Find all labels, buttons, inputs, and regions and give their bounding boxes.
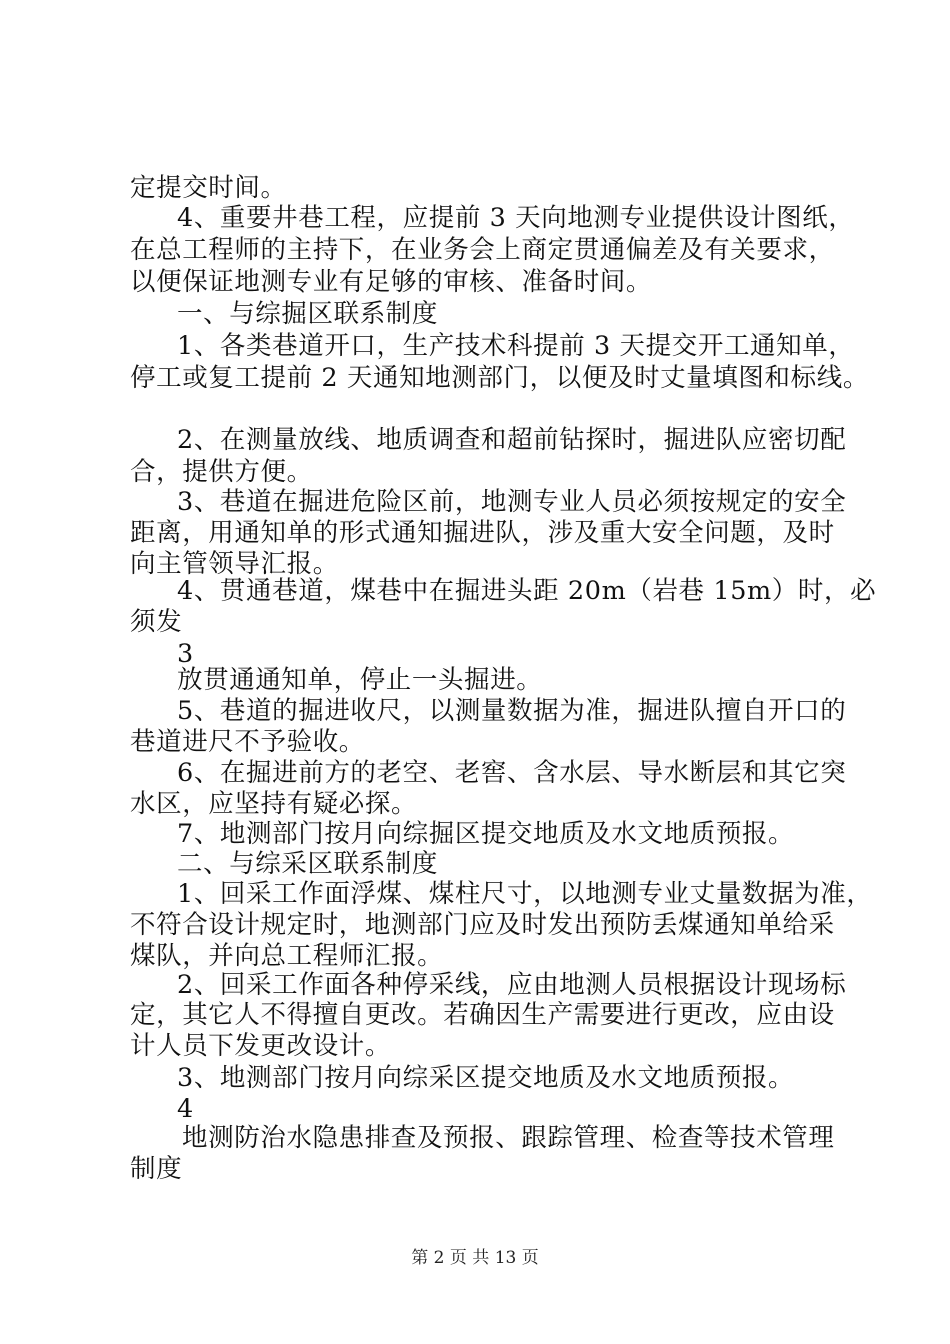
page-footer: 第 2 页 共 13 页 bbox=[411, 1248, 539, 1268]
text-line: 3、地测部门按月向综采区提交地质及水文地质预报。 bbox=[177, 1063, 795, 1093]
text-line: 1、回采工作面浮煤、煤柱尺寸，以地测专业丈量数据为准， bbox=[177, 879, 873, 909]
text-line: 2、回采工作面各种停采线，应由地测人员根据设计现场标 bbox=[177, 970, 847, 1000]
text-line: 6、在掘进前方的老空、老窖、含水层、导水断层和其它突 bbox=[177, 758, 847, 788]
text-line: 巷道进尺不予验收。 bbox=[130, 727, 365, 757]
section-heading: 地测防治水隐患排查及预报、跟踪管理、检查等技术管理 bbox=[182, 1123, 835, 1153]
text-line: 停工或复工提前 2 天通知地测部门，以便及时丈量填图和标线。 bbox=[130, 363, 869, 393]
page-number-marker: 4 bbox=[177, 1094, 194, 1124]
text-line: 定提交时间。 bbox=[130, 173, 287, 203]
text-line: 煤队，并向总工程师汇报。 bbox=[130, 941, 444, 971]
text-line: 不符合设计规定时，地测部门应及时发出预防丢煤通知单给采 bbox=[130, 910, 835, 940]
text-line: 7、地测部门按月向综掘区提交地质及水文地质预报。 bbox=[177, 819, 795, 849]
section-heading: 二、与综采区联系制度 bbox=[177, 849, 439, 879]
text-line: 合，提供方便。 bbox=[130, 457, 313, 487]
text-line: 在总工程师的主持下，在业务会上商定贯通偏差及有关要求， bbox=[130, 235, 835, 265]
text-line: 5、巷道的掘进收尺，以测量数据为准，掘进队擅自开口的 bbox=[177, 696, 847, 726]
text-line: 放贯通通知单，停止一头掘进。 bbox=[177, 665, 543, 695]
text-line: 计人员下发更改设计。 bbox=[130, 1031, 392, 1061]
text-line: 水区，应坚持有疑必探。 bbox=[130, 789, 418, 819]
text-line: 4、重要井巷工程，应提前 3 天向地测专业提供设计图纸， bbox=[177, 203, 855, 233]
text-line: 向主管领导汇报。 bbox=[130, 549, 339, 579]
text-line: 定，其它人不得擅自更改。若确因生产需要进行更改，应由设 bbox=[130, 1000, 835, 1030]
text-line: 距离，用通知单的形式通知掘进队，涉及重大安全问题，及时 bbox=[130, 518, 835, 548]
text-line: 须发 bbox=[130, 607, 183, 637]
text-line: 4、贯通巷道，煤巷中在掘进头距 20m（岩巷 15m）时，必 bbox=[177, 576, 877, 606]
text-line: 以便保证地测专业有足够的审核、准备时间。 bbox=[130, 267, 653, 297]
page-number-marker: 3 bbox=[177, 639, 194, 669]
text-line: 2、在测量放线、地质调查和超前钻探时，掘进队应密切配 bbox=[177, 425, 847, 455]
text-line: 1、各类巷道开口，生产技术科提前 3 天提交开工通知单， bbox=[177, 331, 855, 361]
text-line: 3、巷道在掘进危险区前，地测专业人员必须按规定的安全 bbox=[177, 487, 847, 517]
section-heading: 制度 bbox=[130, 1154, 183, 1184]
section-heading: 一、与综掘区联系制度 bbox=[177, 299, 439, 329]
